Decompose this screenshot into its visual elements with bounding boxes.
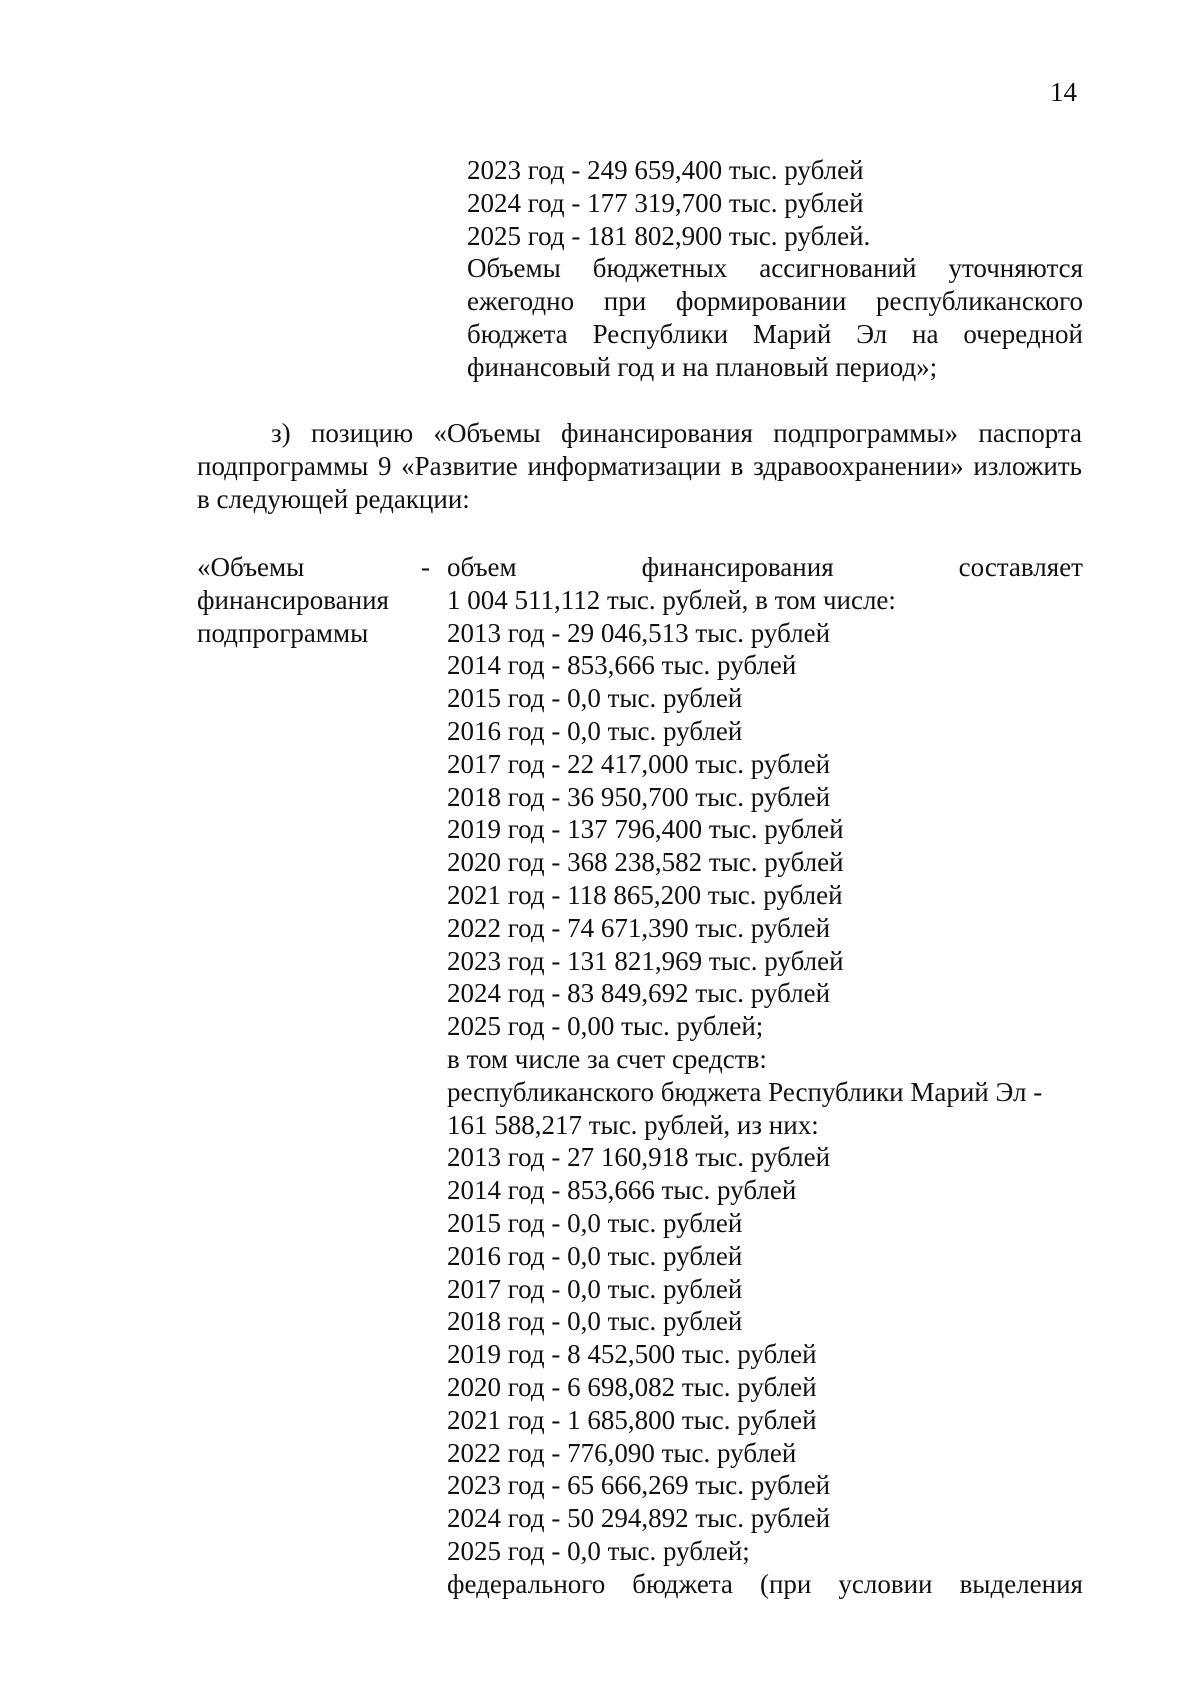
value-line: 2015 год - 0,0 тыс. рублей: [447, 1207, 743, 1238]
value-line: 2022 год - 776,090 тыс. рублей: [447, 1437, 797, 1468]
page-number: 14: [1050, 77, 1077, 107]
value-line: 2021 год - 1 685,800 тыс. рублей: [447, 1404, 817, 1435]
value-line: 2018 год - 0,0 тыс. рублей: [447, 1306, 743, 1337]
label-line: финансирования: [197, 584, 389, 615]
value-line: 1 004 511,112 тыс. рублей, в том числе:: [447, 584, 896, 615]
value-line: 161 588,217 тыс. рублей, из них:: [447, 1109, 819, 1140]
value-line: 2025 год - 0,0 тыс. рублей;: [447, 1535, 750, 1566]
word: условии: [838, 1568, 933, 1599]
federal-budget-line: [447, 1568, 1083, 1601]
label-dash: -: [421, 552, 430, 582]
word: выделения: [959, 1568, 1083, 1599]
amendment-paragraph-z: з) позицию «Объемы финансирования подпрограммы» паспорта подпрограммы 9 «Развитие информатизации в здравоохранении» изложить в следующей редакции:: [197, 418, 1082, 514]
value-line: 2024 год - 50 294,892 тыс. рублей: [447, 1503, 831, 1534]
value-line: 2014 год - 853,666 тыс. рублей: [447, 650, 797, 681]
passport-position-label: [197, 551, 389, 649]
word: федерального: [447, 1568, 606, 1599]
word: объем: [447, 552, 517, 582]
value-line: 2018 год - 36 950,700 тыс. рублей: [447, 781, 831, 812]
value-line: 2023 год - 131 821,969 тыс. рублей: [447, 945, 844, 976]
value-line: республиканского бюджета Республики Марий Эл -: [447, 1076, 1043, 1107]
value-line: 2016 год - 0,0 тыс. рублей: [447, 1240, 743, 1271]
value-line: 2023 год - 65 666,269 тыс. рублей: [447, 1470, 831, 1501]
label-line: «Объемы: [197, 552, 305, 582]
value-line: 2013 год - 29 046,513 тыс. рублей: [447, 617, 831, 648]
funding-line: 2025 год - 181 802,900 тыс. рублей.: [467, 220, 871, 251]
value-line: 2016 год - 0,0 тыс. рублей: [447, 715, 743, 746]
value-line: 2020 год - 6 698,082 тыс. рублей: [447, 1371, 817, 1402]
word: (при: [759, 1568, 812, 1599]
value-line: 2019 год - 137 796,400 тыс. рублей: [447, 814, 844, 845]
value-line: 2022 год - 74 671,390 тыс. рублей: [447, 912, 831, 943]
value-line: 2021 год - 118 865,200 тыс. рублей: [447, 879, 843, 910]
total-intro-line: [447, 551, 1083, 584]
word: составляет: [958, 552, 1083, 582]
value-line: 2020 год - 368 238,582 тыс. рублей: [447, 847, 844, 878]
value-line: 2013 год - 27 160,918 тыс. рублей: [447, 1142, 831, 1173]
word: финансирования: [641, 552, 834, 582]
value-line: 2014 год - 853,666 тыс. рублей: [447, 1175, 797, 1206]
value-line: 2025 год - 0,00 тыс. рублей;: [447, 1011, 764, 1042]
value-line: 2017 год - 22 417,000 тыс. рублей: [447, 748, 831, 779]
funding-line: 2023 год - 249 659,400 тыс. рублей: [467, 155, 864, 185]
funding-continuation-block: [467, 154, 1083, 384]
passport-position-value: [447, 551, 1083, 1601]
value-line: 2017 год - 0,0 тыс. рублей: [447, 1273, 743, 1304]
value-line: 2015 год - 0,0 тыс. рублей: [447, 683, 743, 714]
funding-line: 2024 год - 177 319,700 тыс. рублей: [467, 187, 864, 218]
value-line: 2019 год - 8 452,500 тыс. рублей: [447, 1339, 817, 1370]
appropriations-note: Объемы бюджетных ассигнований уточняются ежегодно при формировании республиканского бюджета Республики Марий Эл на очередной финансовый год и на плановый период»;: [467, 253, 1083, 382]
label-line: подпрограммы: [197, 617, 369, 648]
value-line: 2024 год - 83 849,692 тыс. рублей: [447, 978, 831, 1009]
value-line: в том числе за счет средств:: [447, 1043, 767, 1074]
word: бюджета: [632, 1568, 733, 1599]
